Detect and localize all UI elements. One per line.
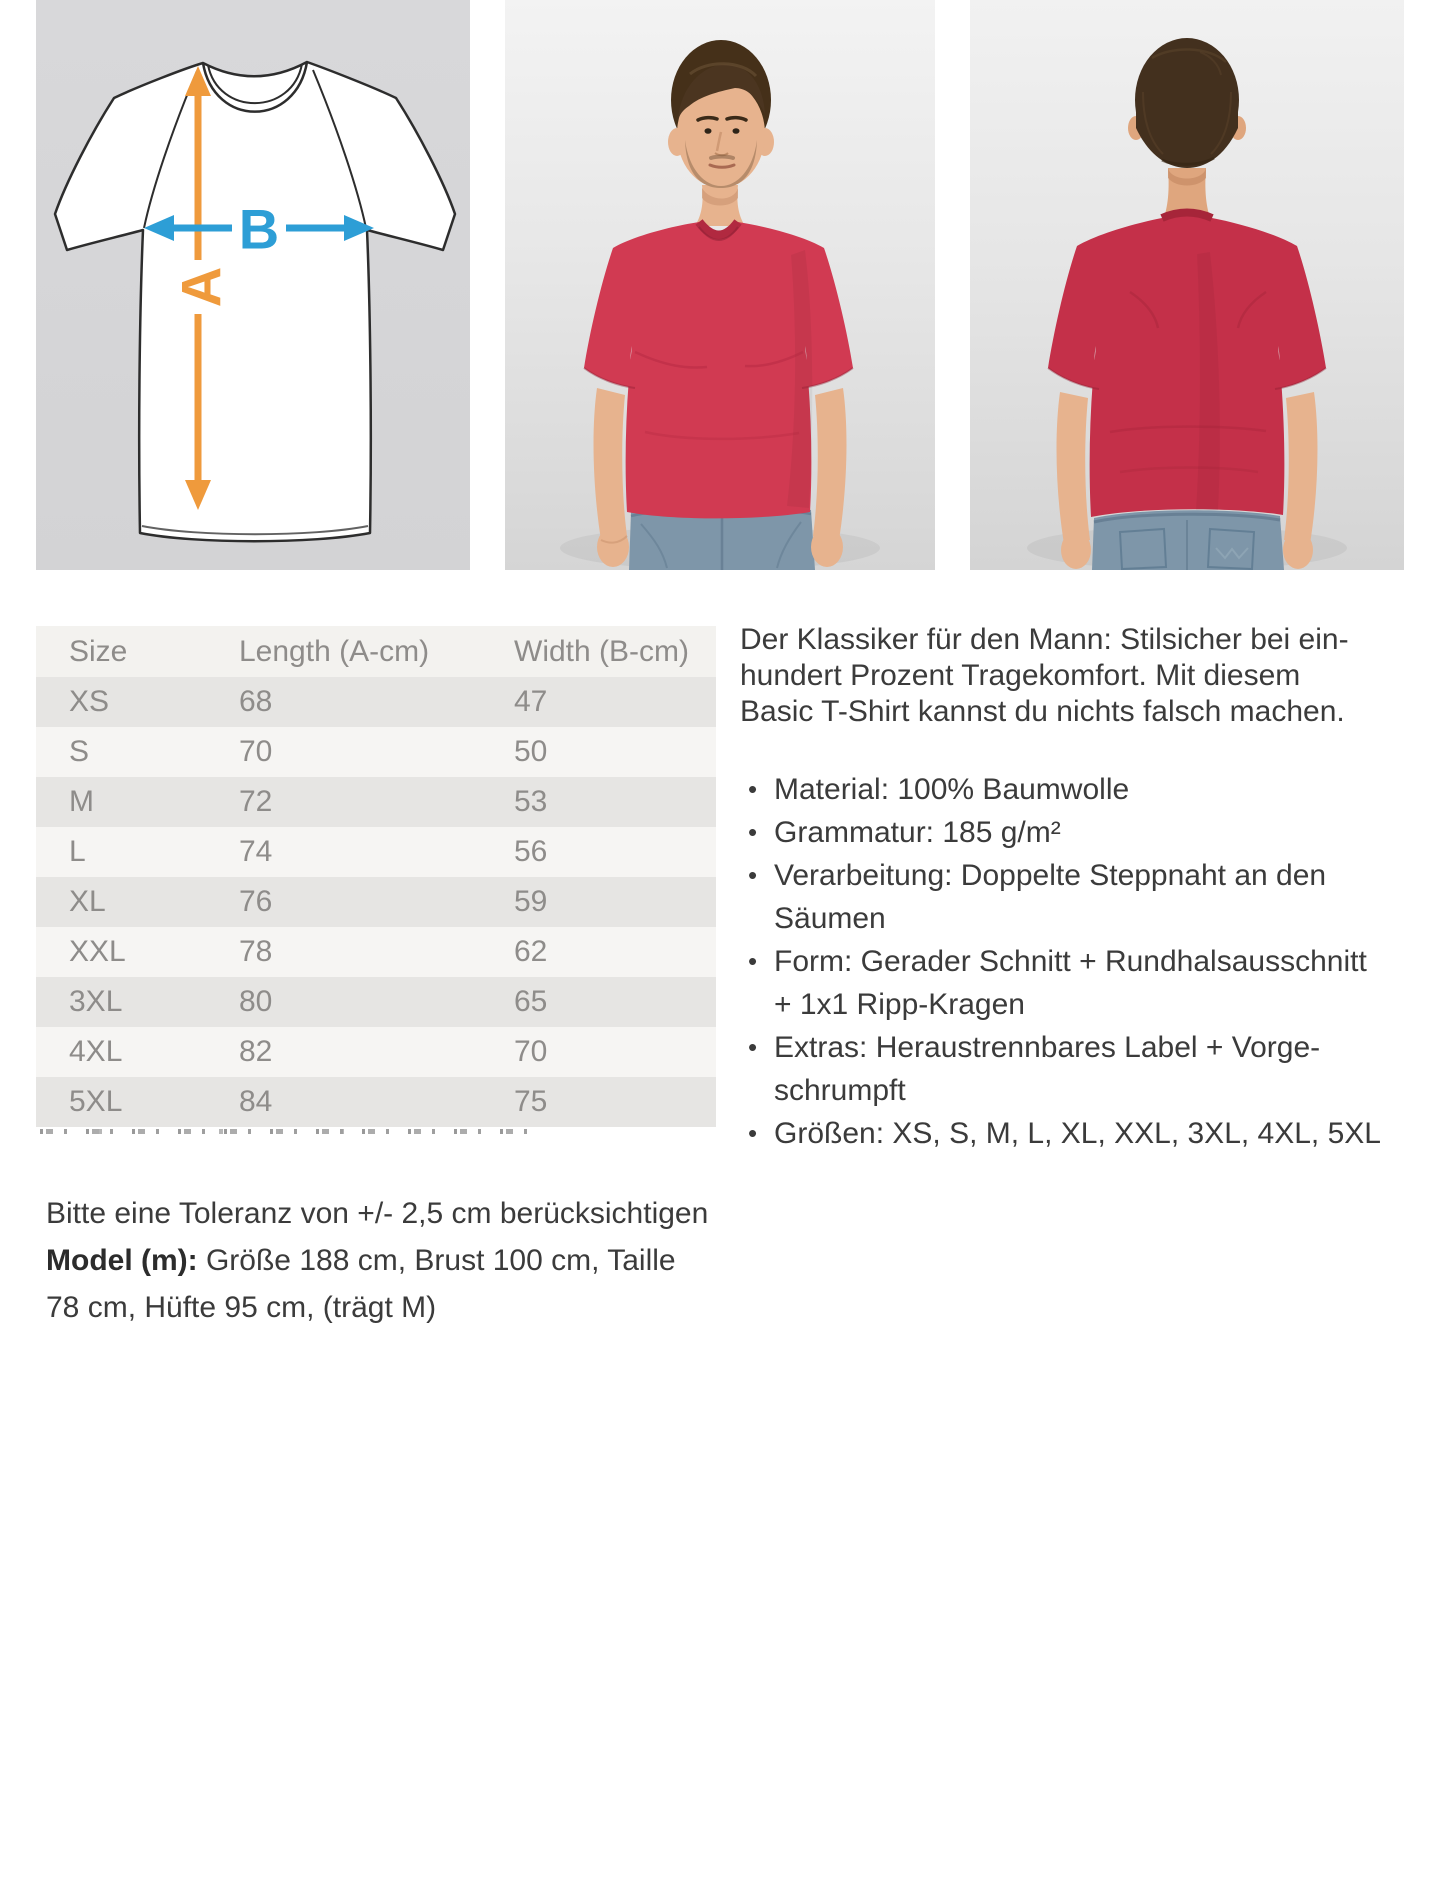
product-feature-list — [740, 768, 1420, 1155]
list-item-form — [740, 940, 1420, 1026]
list-item-verarbeitung — [740, 854, 1420, 940]
list-item-text: Form: Gerader Schnitt + Rundhalsausschnitt — [774, 945, 1367, 978]
product-description — [740, 622, 1412, 730]
description-line: hundert Prozent Tragekomfort. Mit diesem — [740, 659, 1301, 692]
description-line: Basic T-Shirt kannst du nichts falsch machen. — [740, 695, 1345, 728]
table-cell: 78 — [239, 935, 273, 968]
bullet-icon: • — [748, 817, 758, 847]
table-cell: 70 — [514, 1035, 548, 1068]
table-cell: 84 — [239, 1085, 273, 1118]
table-row — [36, 877, 716, 927]
table-cell: 72 — [239, 785, 273, 818]
table-cell: S — [69, 735, 90, 768]
table-row — [36, 777, 716, 827]
table-row — [36, 927, 716, 977]
table-row — [36, 677, 716, 727]
measurement-notes — [46, 1190, 709, 1331]
head-front — [668, 40, 774, 188]
table-row — [36, 1077, 716, 1127]
table-cell: M — [69, 785, 94, 818]
tshirt-outline — [55, 62, 455, 541]
head-back — [1128, 38, 1246, 168]
list-item-text: schrumpft — [774, 1074, 906, 1107]
list-item-groessen — [740, 1112, 1420, 1155]
model-info-line2: 78 cm, Hüfte 95 cm, (trägt M) — [46, 1291, 437, 1324]
bullet-icon: • — [748, 774, 758, 804]
label-b: B — [238, 197, 280, 261]
list-item-material — [740, 768, 1420, 811]
bullet-icon: • — [748, 946, 758, 976]
header-cell-length: Length (A-cm) — [239, 634, 430, 668]
table-cell: 74 — [239, 835, 273, 868]
table-cell: 76 — [239, 885, 273, 918]
table-cell: 5XL — [69, 1085, 123, 1118]
bullet-icon: • — [748, 860, 758, 890]
model-back-photo — [970, 0, 1404, 570]
model-measurements: Größe 188 cm, Brust 100 cm, Taille — [197, 1244, 676, 1277]
model-info-line1 — [46, 1237, 686, 1284]
header-cell-size: Size — [69, 634, 128, 668]
description-line: Der Klassiker für den Mann: Stilsicher bei ein- — [740, 623, 1349, 656]
header-cell-width: Width (B-cm) — [514, 634, 689, 668]
table-cell: 75 — [514, 1085, 548, 1118]
table-row — [36, 727, 716, 777]
tshirt-measurement-diagram — [36, 0, 470, 570]
tshirt-front — [584, 222, 853, 518]
size-table — [36, 626, 716, 1127]
bullet-icon: • — [748, 1032, 758, 1062]
table-cell: 59 — [514, 885, 548, 918]
tolerance-note: Bitte eine Toleranz von +/- 2,5 cm berücksichtigen — [46, 1197, 709, 1230]
table-cell: XL — [69, 885, 106, 918]
list-item-grammatur — [740, 811, 1420, 854]
table-cell: 65 — [514, 985, 548, 1018]
list-item-text: Extras: Heraustrennbares Label + Vorge- — [774, 1031, 1321, 1064]
list-item-extras — [740, 1026, 1420, 1112]
table-cell: XXL — [69, 935, 126, 968]
table-cell: 4XL — [69, 1035, 123, 1068]
table-row — [36, 1027, 716, 1077]
table-cell: 82 — [239, 1035, 273, 1068]
table-cell: 56 — [514, 835, 548, 868]
table-cell: 53 — [514, 785, 548, 818]
table-row — [36, 977, 716, 1027]
bullet-icon: • — [748, 1118, 758, 1148]
cropped-text-artifact — [40, 1129, 545, 1134]
table-cell: 47 — [514, 685, 548, 718]
table-cell: 50 — [514, 735, 548, 768]
size-diagram-panel — [36, 0, 470, 570]
size-table-header-row — [36, 626, 716, 677]
tshirt-back — [1048, 213, 1326, 518]
table-cell: XS — [69, 685, 110, 718]
model-front-photo — [505, 0, 935, 570]
table-row — [36, 827, 716, 877]
table-cell: 80 — [239, 985, 273, 1018]
list-item-text: + 1x1 Ripp-Kragen — [774, 988, 1025, 1021]
table-cell: 62 — [514, 935, 548, 968]
table-cell: 70 — [239, 735, 273, 768]
list-item-text: Verarbeitung: Doppelte Steppnaht an den — [774, 859, 1327, 892]
list-item-text: Grammatur: 185 g/m² — [774, 816, 1061, 849]
model-label: Model (m): — [46, 1244, 198, 1277]
table-cell: L — [69, 835, 86, 868]
jeans-back — [1092, 510, 1284, 570]
table-cell: 68 — [239, 685, 273, 718]
table-cell: 3XL — [69, 985, 123, 1018]
model-back-illustration — [970, 0, 1404, 570]
list-item-text: Material: 100% Baumwolle — [774, 773, 1130, 806]
list-item-text: Säumen — [774, 902, 886, 935]
model-front-illustration — [505, 0, 935, 570]
label-a: A — [169, 266, 233, 308]
list-item-text: Größen: XS, S, M, L, XL, XXL, 3XL, 4XL, 5XL — [774, 1117, 1381, 1150]
